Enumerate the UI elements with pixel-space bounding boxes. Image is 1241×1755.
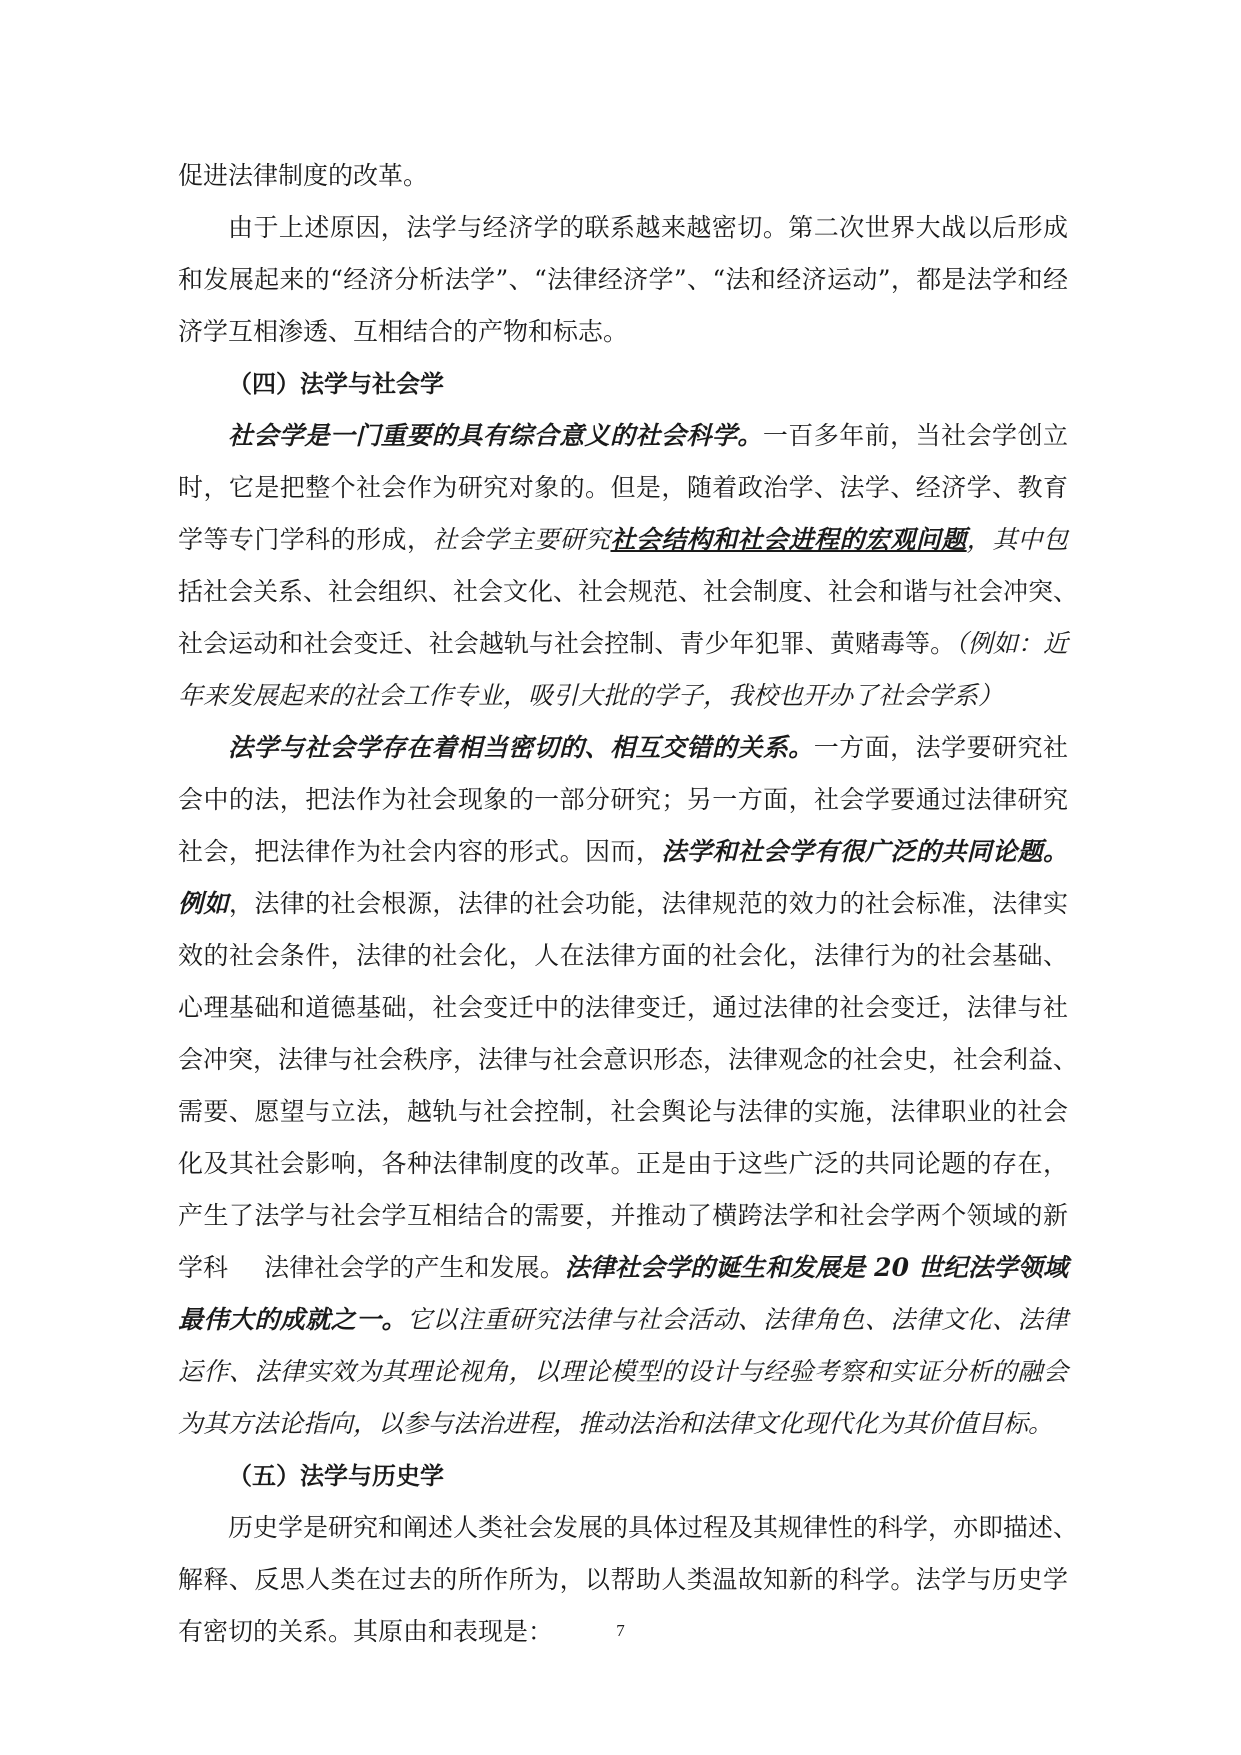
text-line: 产生了法学与社会学互相结合的需要，并推动了横跨法学和社会学两个领域的新 <box>178 1201 1068 1230</box>
body-text: 学科 <box>178 1253 229 1282</box>
text-line: 括社会关系、社会组织、社会文化、社会规范、社会制度、社会和谐与社会冲突、 <box>178 577 1079 606</box>
text-line <box>178 722 1068 774</box>
underlined-emphasis-text: 社会结构和社会进程的宏观问题 <box>610 525 967 554</box>
text-line <box>178 410 1068 462</box>
emphasis-text: 最伟大的成就之一。 <box>178 1305 407 1334</box>
emphasis-text: 法学和社会学有很广泛的共同论题。 <box>661 837 1068 866</box>
text-line: 历史学是研究和阐述人类社会发展的具体过程及其规律性的科学，亦即描述、 <box>228 1513 1079 1542</box>
text-line: 时，它是把整个社会作为研究对象的。但是，随着政治学、法学、经济学、教育 <box>178 473 1068 502</box>
body-text: 社会，把法律作为社会内容的形式。因而， <box>178 837 662 866</box>
emphasis-text: 法律社会学的诞生和发展是 20 世纪法学领域 <box>564 1253 1068 1282</box>
text-line: 化及其社会影响，各种法律制度的改革。正是由于这些广泛的共同论题的存在， <box>178 1149 1068 1178</box>
text-line <box>178 878 1068 930</box>
italic-text: 社会学主要研究 <box>432 525 611 554</box>
text-line: 促进法律制度的改革。 <box>178 161 429 190</box>
emphasis-text: 例如 <box>178 889 229 918</box>
body-text: 社会运动和社会变迁、社会越轨与社会控制、青少年犯罪、黄赌毒等。 <box>178 629 956 658</box>
body-text: 法律社会学的产生和发展。 <box>264 1253 565 1282</box>
text-line: 会冲突，法律与社会秩序，法律与社会意识形态，法律观念的社会史，社会利益、 <box>178 1045 1079 1074</box>
emphasis-text: 法学与社会学存在着相当密切的、相互交错的关系。 <box>228 733 814 762</box>
text-line <box>178 1294 1068 1346</box>
body-text: 一百多年前，当社会学创立 <box>762 421 1068 450</box>
text-line: 会中的法，把法作为社会现象的一部分研究；另一方面，社会学要通过法律研究 <box>178 785 1068 814</box>
text-line: 和发展起来的“经济分析法学”、“法律经济学”、“法和经济运动”，都是法学和经 <box>178 265 1068 294</box>
text-line: 解释、反思人类在过去的所作所为，以帮助人类温故知新的科学。法学与历史学 <box>178 1565 1068 1594</box>
body-text: 一方面，法学要研究社 <box>813 733 1068 762</box>
text-line <box>178 1242 1068 1294</box>
text-line: 运作、法律实效为其理论视角，以理论模型的设计与经验考察和实证分析的融会 <box>178 1357 1068 1386</box>
text-line <box>178 618 1068 670</box>
body-text: 学等专门学科的形成， <box>178 525 433 554</box>
italic-text: （例如：近 <box>955 629 1068 658</box>
emphasis-text: 社会学是一门重要的具有综合意义的社会科学。 <box>228 421 763 450</box>
text-line: 年来发展起来的社会工作专业，吸引大批的学子，我校也开办了社会学系） <box>178 681 1004 710</box>
italic-text: 它以注重研究法律与社会活动、法律角色、法律文化、法律 <box>406 1305 1068 1334</box>
text-line: 济学互相渗透、互相结合的产物和标志。 <box>178 317 629 346</box>
section-heading-4: （四）法学与社会学 <box>228 370 444 398</box>
document-body <box>178 150 1079 1658</box>
text-line: 心理基础和道德基础，社会变迁中的法律变迁，通过法律的社会变迁，法律与社 <box>178 993 1068 1022</box>
text-line: 由于上述原因，法学与经济学的联系越来越密切。第二次世界大战以后形成 <box>228 213 1068 242</box>
text-line: 有密切的关系。其原由和表现是： <box>178 1617 554 1646</box>
text-line: 需要、愿望与立法，越轨与社会控制，社会舆论与法律的实施，法律职业的社会 <box>178 1097 1068 1126</box>
text-line: 效的社会条件，法律的社会化，人在法律方面的社会化，法律行为的社会基础、 <box>178 941 1068 970</box>
section-heading-5: （五）法学与历史学 <box>228 1462 444 1490</box>
text-line <box>178 514 1068 566</box>
text-line: 为其方法论指向，以参与法治进程，推动法治和法律文化现代化为其价值目标。 <box>178 1409 1054 1438</box>
body-text: ，其中包 <box>966 525 1068 554</box>
text-line <box>178 826 1068 878</box>
page-number: 7 <box>616 1621 625 1640</box>
body-text: ，法律的社会根源，法律的社会功能，法律规范的效力的社会标准，法律实 <box>228 889 1068 918</box>
